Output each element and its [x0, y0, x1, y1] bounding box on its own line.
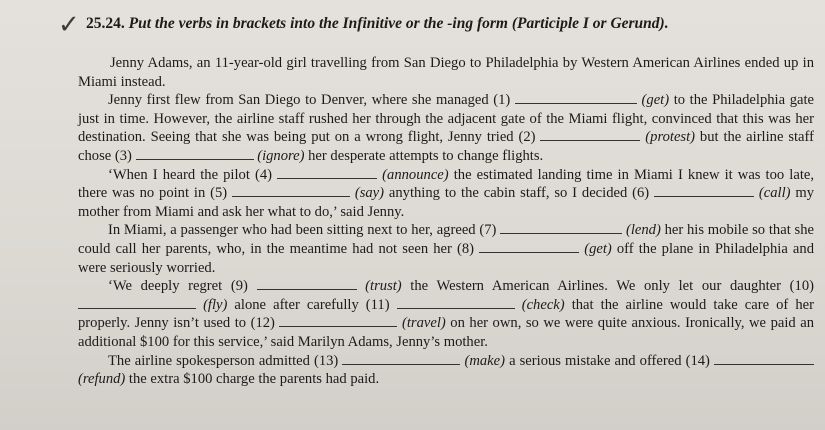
blank-1[interactable]: [515, 91, 637, 104]
paragraph-3: ‘When I heard the pilot (4) (announce) the estimated landing time in Miami I knew it was too late, there was no point in (5) (say) anything to the cabin staff, so I decided (6) (call) my mother from Miami and ask her what to do,’ said Jenny.: [78, 166, 814, 220]
instruction-infinitive: Infinitive: [342, 15, 403, 32]
paragraph-2: Jenny first flew from San Diego to Denver, where she managed (1) (get) to the Philadelphia gate just in time. However, the airline staff rushed her through the adjacent gate of the Miami flight, convinced that this was her destination. Seeing that she was being put on a wrong flight, Jenny tried (2) (protest) but the airline staff chose (3) (ignore) her desperate attempts to change flights.: [78, 92, 814, 164]
check-mark-icon: ✓: [58, 10, 80, 40]
hint-11: (check): [521, 296, 565, 313]
blank-6[interactable]: [654, 184, 754, 197]
blank-14[interactable]: [714, 352, 814, 365]
hint-10: (fly): [203, 296, 228, 313]
blank-5[interactable]: [232, 184, 350, 197]
instruction-text-end: (Participle I or Gerund).: [507, 15, 669, 32]
blank-4[interactable]: [277, 166, 377, 179]
hint-9: (trust): [365, 278, 402, 295]
blank-10[interactable]: [78, 296, 196, 309]
exercise-text: [78, 54, 814, 389]
instruction-text-mid: or the: [402, 15, 448, 32]
instruction-text: Put the verbs in brackets into the: [128, 15, 343, 32]
hint-4: (announce): [382, 166, 449, 183]
hint-8: (get): [584, 240, 612, 257]
hint-12: (travel): [401, 315, 446, 332]
blank-7[interactable]: [500, 221, 622, 234]
blank-12[interactable]: [279, 314, 397, 327]
hint-13: (make): [464, 352, 505, 369]
instruction-ing-form: -ing form: [447, 15, 508, 32]
hint-1: (get): [641, 92, 670, 109]
paragraph-1: Jenny Adams, an 11-year-old girl travelling from San Diego to Philadelphia by Western American Airlines ended up in Miami instead.: [78, 55, 814, 90]
blank-11[interactable]: [397, 296, 515, 309]
paragraph-6: The airline spokesperson admitted (13) (make) a serious mistake and offered (14) (refund) the extra $100 charge the parents had paid.: [78, 352, 814, 389]
blank-9[interactable]: [257, 277, 357, 290]
hint-3: (ignore): [257, 147, 305, 164]
hint-6: (call): [758, 185, 791, 202]
paragraph-5: ‘We deeply regret (9) (trust) the Western American Airlines. We only let our daughter (10) (fly) alone after carefully (11) (check) that the airline would take care of her properly. Jenny isn’t used to (12) (travel) on her own, so we were quite anxious. Ironically, we paid an additional $100 for this service,’ said Marilyn Adams, Jenny’s mother.: [78, 278, 814, 350]
hint-14: (refund): [78, 371, 126, 388]
paragraph-4: In Miami, a passenger who had been sitting next to her, agreed (7) (lend) her his mobile so that she could call her parents, who, in the meantime had not seen her (8) (get) off the plane in Philadelphia and were seriously worried.: [78, 222, 814, 276]
exercise-heading: [86, 15, 816, 33]
blank-13[interactable]: [342, 352, 460, 365]
exercise-number: 25.24.: [86, 15, 125, 32]
blank-8[interactable]: [479, 240, 579, 253]
hint-2: (protest): [645, 129, 696, 146]
hint-5: (say): [354, 185, 385, 202]
blank-3[interactable]: [136, 147, 254, 160]
hint-7: (lend): [625, 222, 661, 239]
blank-2[interactable]: [540, 128, 640, 141]
